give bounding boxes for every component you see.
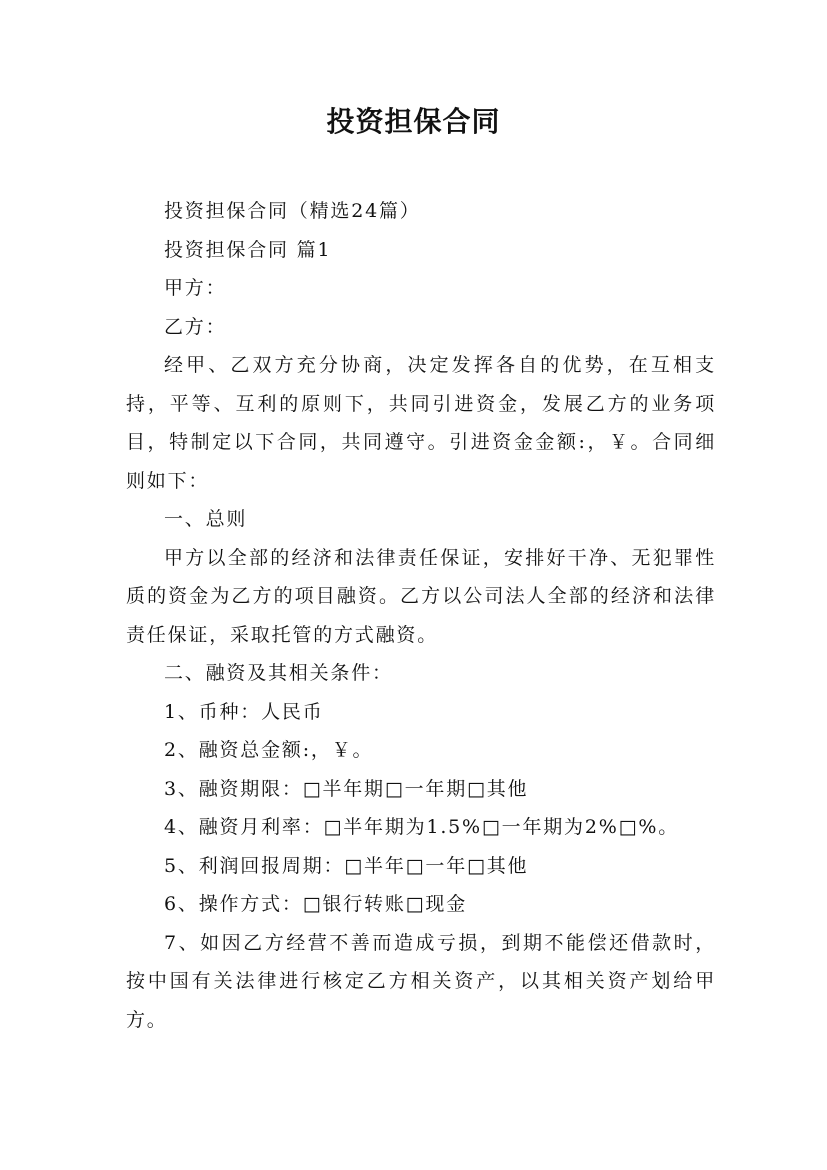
paragraph-item-term: 3、融资期限：□半年期□一年期□其他 [164,777,529,800]
paragraph-preamble: 经甲、乙双方充分协商，决定发挥各自的优势，在互相支持，平等、互利的原则下，共同引进资金，发展乙方的业务项目，特制定以下合同，共同遵守。引进资金金额:，￥。合同细则如下： [126,354,716,492]
paragraph-item-currency: 1、币种：人民币 [164,700,324,723]
paragraph-item-amount: 2、融资总金额:，￥。 [164,739,374,761]
paragraph-item-operation: 6、操作方式：□银行转账□现金 [164,893,467,915]
paragraph-general-body: 甲方以全部的经济和法律责任保证，安排好干净、无犯罪性质的资金为乙方的项目融资。乙方以公司法人全部的经济和法律责任保证，采取托管的方式融资。 [126,546,716,646]
paragraph-general-heading: 一、总则 [164,508,248,530]
paragraph-party-a: 甲方： [164,277,227,299]
paragraph-party-b: 乙方： [164,315,227,338]
document-body [126,192,716,1039]
document-title: 投资担保合同 [326,105,501,138]
paragraph-item-rate: 4、融资月利率：□半年期为1.5%□一年期为2%□%。 [164,816,680,838]
paragraph-section-heading: 投资担保合同 篇1 [164,238,332,261]
paragraph-subtitle: 投资担保合同（精选24篇） [164,200,421,222]
paragraph-financing-heading: 二、融资及其相关条件： [164,662,393,684]
paragraph-item-return-cycle: 5、利润回报周期：□半年□一年□其他 [164,854,529,877]
paragraph-item-default: 7、如因乙方经营不善而造成亏损，到期不能偿还借款时，按中国有关法律进行核定乙方相关资产，以其相关资产划给甲方。 [126,931,716,1031]
